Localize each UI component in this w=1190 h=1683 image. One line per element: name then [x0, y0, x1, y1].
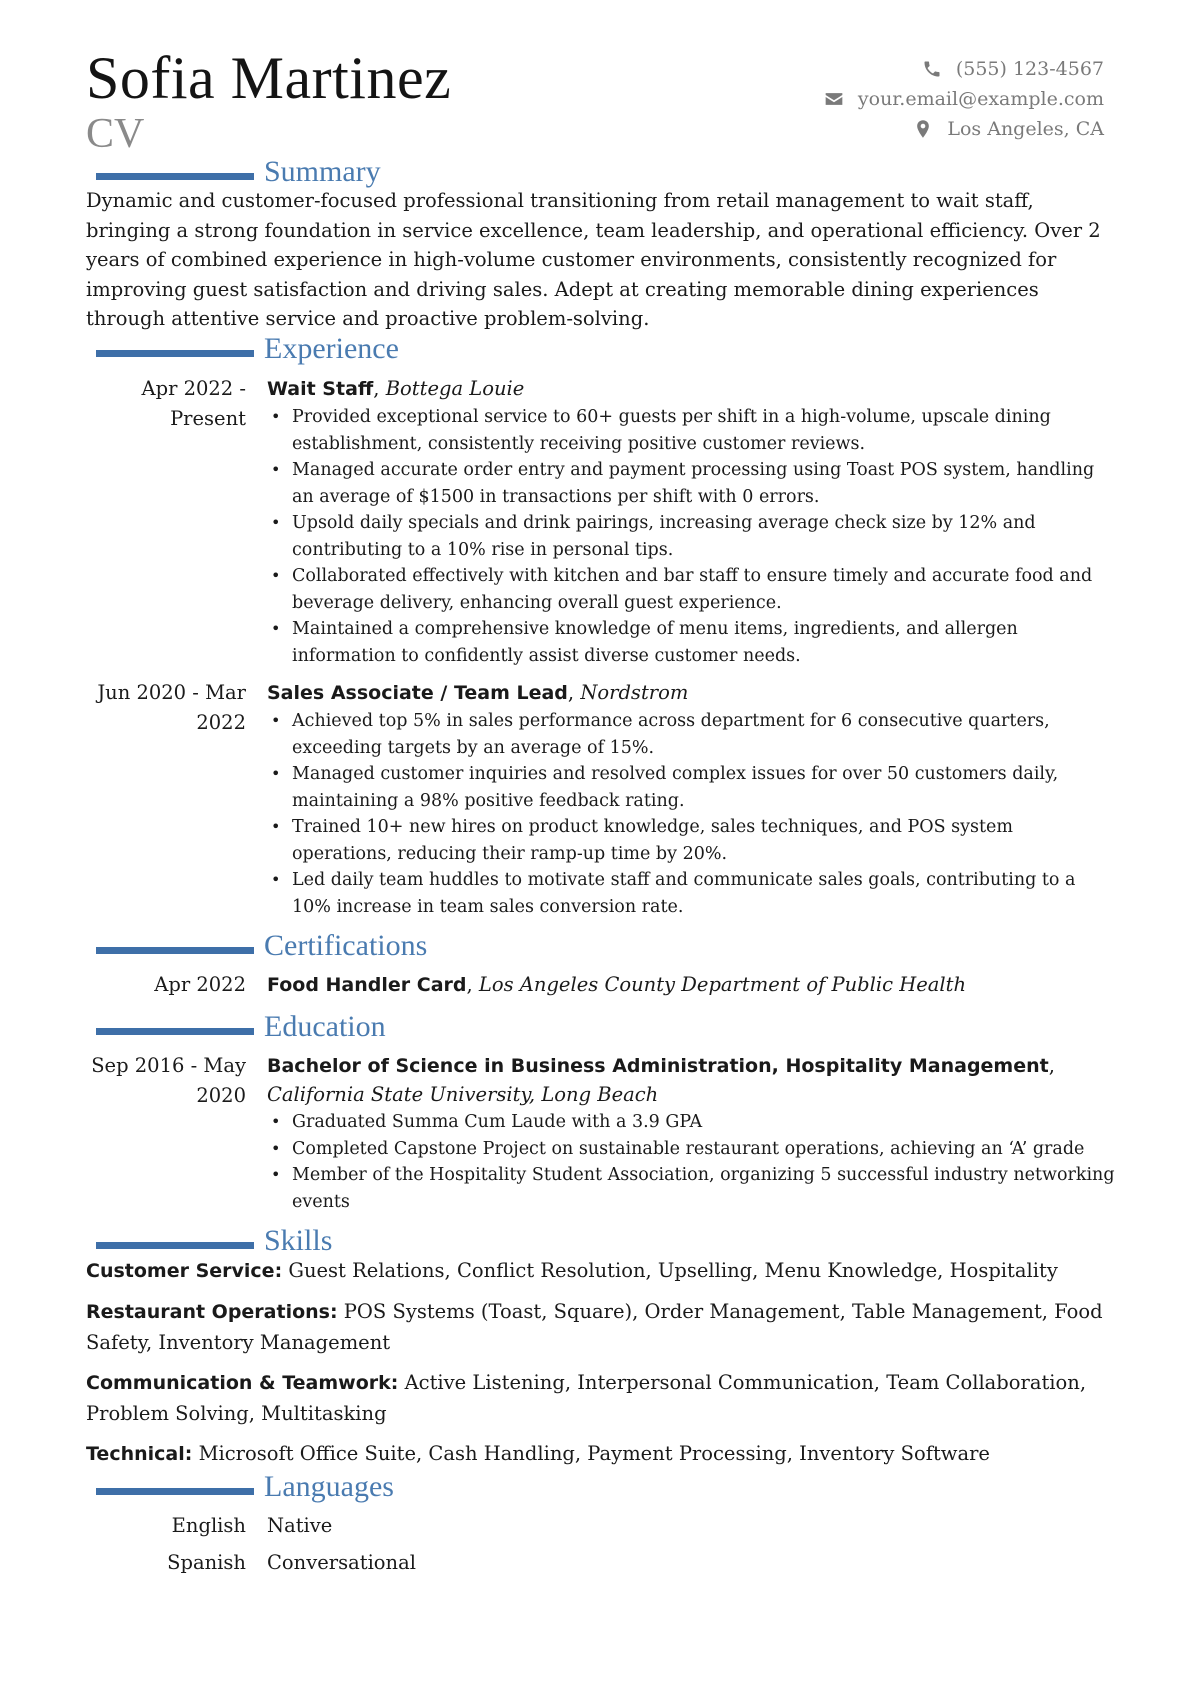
entry-body [267, 678, 1117, 920]
envelope-icon [822, 88, 846, 110]
summary-text: Dynamic and customer-focused professional transitioning from retail management to wait staff, bringing a strong foundation in service excellence, team leadership, and operational efficiency. Over 2 years of combined experience in high-volume customer environments, consistently recognized for improving guest satisfaction and driving sales. Adept at creating memorable dining experiences through attentive service and proactive problem-solving. [86, 189, 1101, 330]
entry-date-line: Apr 2022 - [141, 377, 246, 400]
entry-date-line: 2020 [196, 1084, 246, 1107]
phone-text: (555) 123-4567 [955, 58, 1104, 80]
degree-name: Bachelor of Science in Business Administration, Hospitality Management [267, 1055, 1049, 1077]
entry-date [86, 374, 246, 434]
bullet-list [267, 1109, 1117, 1215]
skill-category: Customer Service: [86, 1260, 283, 1282]
skill-category: Technical: [86, 1443, 193, 1465]
skill-list: Microsoft Office Suite, Cash Handling, Payment Processing, Inventory Software [198, 1442, 990, 1465]
section-title-certifications: Certifications [264, 929, 428, 962]
list-item: • Managed accurate order entry and payment processing using Toast POS system, handling an average of $1500 in transactions per shift with 0 errors. [267, 457, 1117, 510]
language-row [86, 1511, 686, 1541]
location-text: Los Angeles, CA [947, 118, 1104, 140]
skill-category: Restaurant Operations: [86, 1301, 338, 1323]
entry-body [267, 970, 1117, 1000]
skill-category: Communication & Teamwork: [86, 1372, 399, 1394]
section-title-skills: Skills [264, 1224, 333, 1257]
section-accent-bar [96, 1488, 254, 1495]
map-pin-icon [911, 118, 935, 140]
entry-date-line: Present [170, 407, 246, 430]
entry-date-line: Jun 2020 - Mar [97, 681, 246, 704]
entry-body [267, 1051, 1117, 1215]
school-name: California State University, Long Beach [267, 1083, 659, 1106]
entry-body [267, 374, 1117, 669]
section-header-education [96, 1010, 386, 1044]
section-title-education: Education [264, 1010, 386, 1043]
entry-date-line: 2022 [196, 711, 246, 734]
entry-heading: Bachelor of Science in Business Administration, Hospitality Management, [267, 1054, 1055, 1077]
list-item: • Member of the Hospitality Student Association, organizing 5 successful industry networking events [267, 1162, 1117, 1215]
person-name: Sofia Martinez [86, 45, 452, 111]
phone-icon [920, 58, 944, 80]
entry-date [86, 1051, 246, 1111]
document-subtitle: CV [86, 111, 145, 157]
contact-block [822, 54, 1104, 144]
language-name: Spanish [167, 1551, 246, 1574]
section-accent-bar [96, 350, 254, 357]
list-item: • Collaborated effectively with kitchen and bar staff to ensure timely and accurate food and beverage delivery, enhancing overall guest experience. [267, 563, 1117, 616]
section-accent-bar [96, 947, 254, 954]
section-title-summary: Summary [264, 155, 381, 188]
skill-row [86, 1439, 1116, 1470]
job-title: Sales Associate / Team Lead [267, 682, 568, 704]
list-item: • Completed Capstone Project on sustainable restaurant operations, achieving an ‘A’ grade [267, 1136, 1117, 1163]
list-item: • Maintained a comprehensive knowledge of menu items, ingredients, and allergen information to confidently assist diverse customer needs. [267, 616, 1117, 669]
email-text: your.email@example.com [857, 88, 1104, 110]
section-title-languages: Languages [264, 1470, 394, 1503]
section-accent-bar [96, 173, 254, 180]
skill-list: Guest Relations, Conflict Resolution, Upselling, Menu Knowledge, Hospitality [288, 1259, 1058, 1282]
list-item: • Graduated Summa Cum Laude with a 3.9 GPA [267, 1109, 1117, 1136]
contact-phone [822, 54, 1104, 84]
section-header-experience [96, 332, 399, 366]
skill-list: POS Systems (Toast, Square), Order Management, Table Management, Food Safety, Inventory Management [86, 1300, 1103, 1354]
list-item: • Managed customer inquiries and resolved complex issues for over 50 customers daily, maintaining a 98% positive feedback rating. [267, 761, 1117, 814]
contact-location [822, 114, 1104, 144]
section-header-summary [96, 155, 381, 189]
bullet-list [267, 708, 1117, 920]
list-item: • Upsold daily specials and drink pairings, increasing average check size by 12% and contributing to a 10% rise in personal tips. [267, 510, 1117, 563]
employer: Bottega Louie [385, 377, 525, 400]
certification-issuer: Los Angeles County Department of Public Health [478, 973, 967, 996]
bullet-list [267, 404, 1117, 669]
language-name: English [171, 1514, 246, 1537]
skill-list: Active Listening, Interpersonal Communication, Team Collaboration, Problem Solving, Multitasking [86, 1371, 1087, 1425]
list-item: • Achieved top 5% in sales performance across department for 6 consecutive quarters, exceeding targets by an average of 15%. [267, 708, 1117, 761]
list-item: • Led daily team huddles to motivate staff and communicate sales goals, contributing to a 10% increase in team sales conversion rate. [267, 867, 1117, 920]
section-accent-bar [96, 1242, 254, 1249]
language-level: Conversational [267, 1551, 416, 1574]
language-row [86, 1548, 686, 1578]
list-item: • Provided exceptional service to 60+ guests per shift in a high-volume, upscale dining establishment, consistently receiving positive customer reviews. [267, 404, 1117, 457]
section-accent-bar [96, 1028, 254, 1035]
language-level: Native [267, 1514, 333, 1537]
section-header-certifications [96, 929, 427, 963]
contact-email [822, 84, 1104, 114]
entry-heading: Food Handler Card, Los Angeles County Department of Public Health [267, 973, 967, 996]
section-header-languages [96, 1470, 394, 1504]
entry-heading: Sales Associate / Team Lead, Nordstrom [267, 681, 689, 704]
list-item: • Trained 10+ new hires on product knowledge, sales techniques, and POS system operations, reducing their ramp-up time by 20%. [267, 814, 1117, 867]
skill-row [86, 1368, 1116, 1428]
certification-name: Food Handler Card [267, 974, 467, 996]
section-title-experience: Experience [264, 332, 399, 365]
entry-heading: Wait Staff, Bottega Louie [267, 377, 525, 400]
section-header-skills [96, 1224, 332, 1258]
job-title: Wait Staff [267, 378, 374, 400]
skill-row [86, 1297, 1116, 1357]
entry-date-line: Sep 2016 - May [91, 1054, 246, 1077]
skill-row [86, 1256, 1116, 1287]
employer: Nordstrom [580, 681, 689, 704]
entry-date [86, 678, 246, 738]
entry-date: Apr 2022 [154, 973, 246, 996]
